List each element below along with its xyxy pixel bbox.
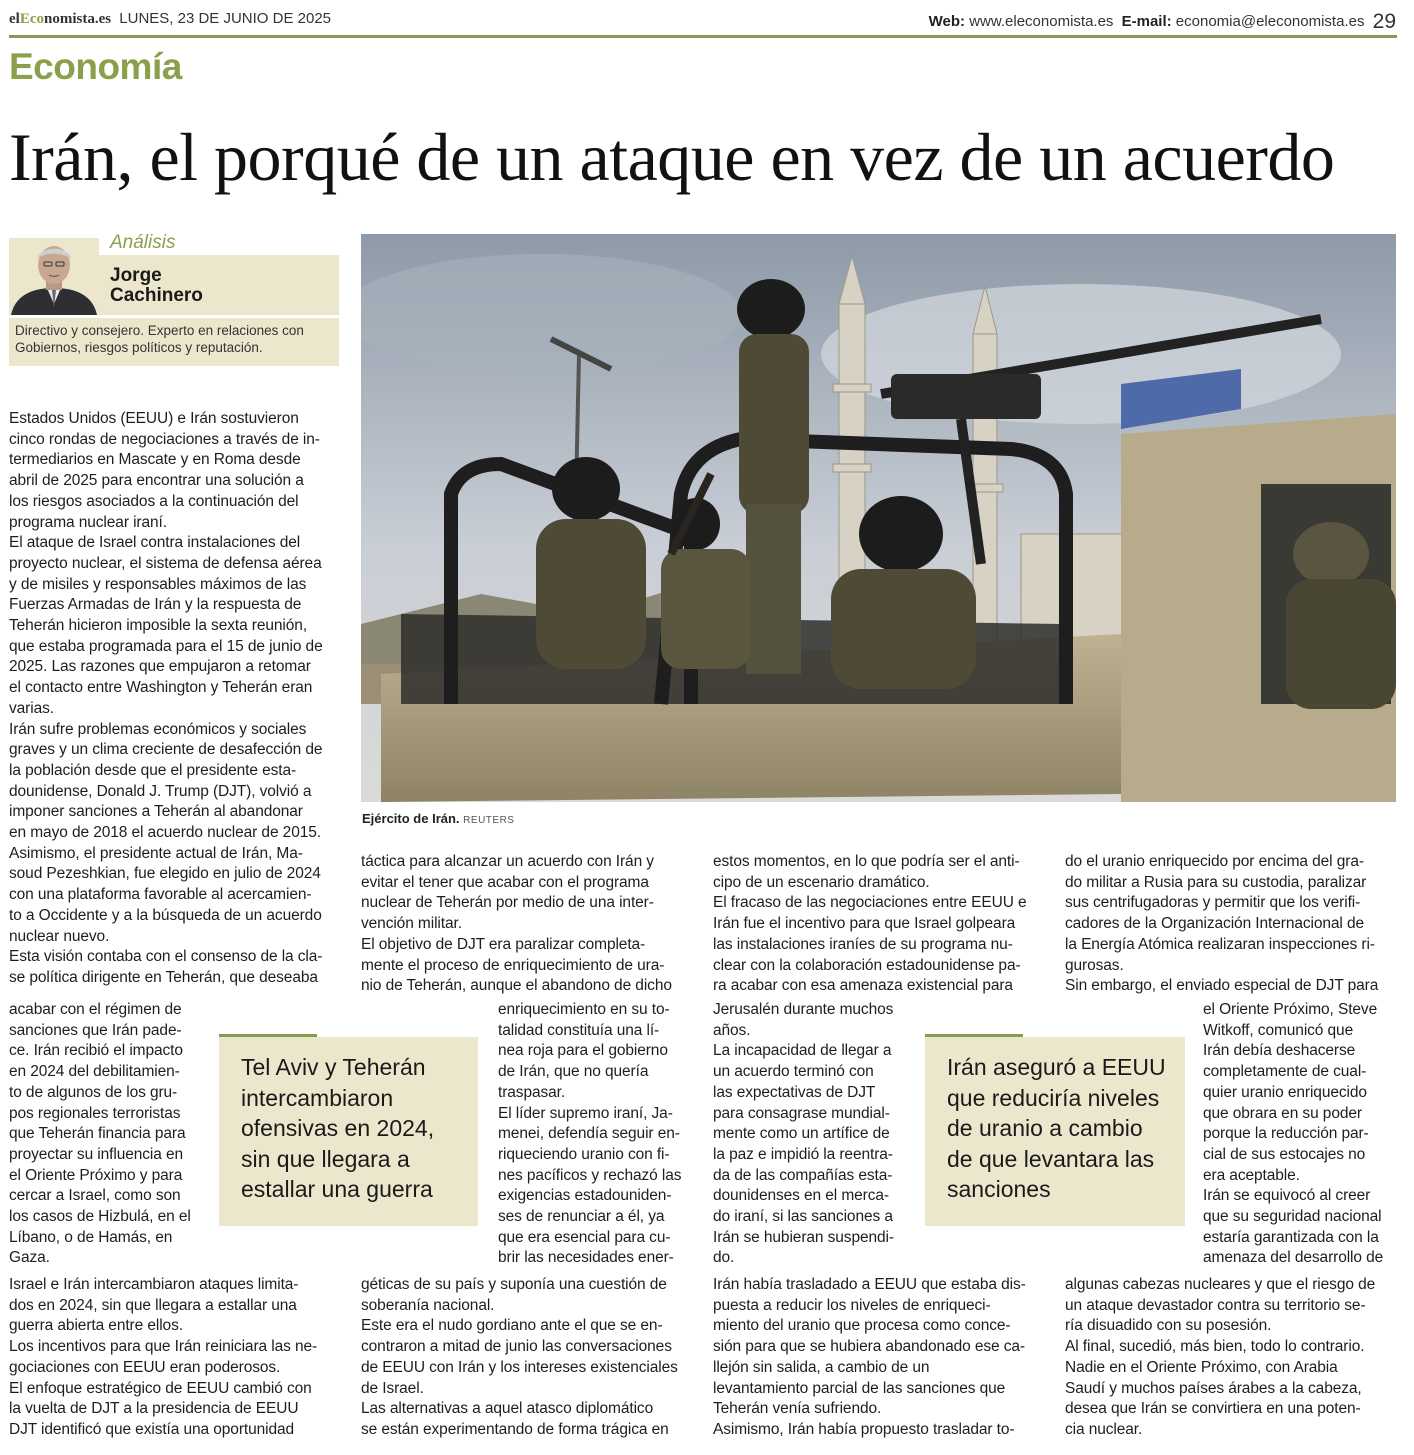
text-line: El enfoque estratégico de EEUU cambió con [9, 1379, 312, 1397]
text-line: mente como un artífice de [713, 1125, 890, 1143]
text-line: nea roja para el gobierno [498, 1042, 668, 1060]
text-line: levantamiento parcial de las sanciones que [713, 1379, 1006, 1397]
text-line: la paz e impidió la reentra- [713, 1145, 893, 1163]
text-line: en 2024 del debilitamien- [9, 1063, 180, 1081]
text-line: acabar con el régimen de [9, 1001, 182, 1018]
text-line: un ataque devastador contra su territorio se- [1065, 1296, 1366, 1314]
text-line: varias. [9, 699, 54, 717]
text-line: amenaza del desarrollo de [1203, 1249, 1384, 1267]
section-title[interactable]: Economía [9, 46, 182, 87]
text-line: 2025. Las razones que empujaron a retomar [9, 658, 311, 676]
text-line: guerra abierta entre ellos. [9, 1317, 183, 1335]
text-line: menei, defendía seguir en- [498, 1125, 680, 1143]
column-3 [713, 852, 1053, 997]
text-line: El líder supremo iraní, Ja- [498, 1104, 673, 1122]
text-line: do el uranio enriquecido por encima del gra- [1065, 853, 1364, 870]
text-line: se política dirigente en Teherán, que deseaba [9, 968, 318, 986]
pull-quote-line: de que levantara las [947, 1145, 1155, 1172]
text-line: sus centrifugadoras y permitir que los verifi- [1065, 894, 1361, 912]
text-line: estaría garantizada con la [1203, 1228, 1379, 1246]
pull-quote-line: sin que llegara a [241, 1145, 410, 1172]
text-line: gociaciones con EEUU eran poderosos. [9, 1358, 281, 1376]
text-line: cipo de un escenario dramático. [713, 873, 930, 891]
column-4 [1065, 852, 1405, 997]
text-line: nuclear de Teherán por medio de una inter- [361, 894, 654, 912]
text-line: porque la reducción par- [1203, 1125, 1369, 1143]
newspaper-logo[interactable]: elEconomista.es [9, 11, 112, 27]
text-line: Saudí y muchos países árabes a la cabeza, [1065, 1379, 1362, 1397]
text-line: miento del uranio que procesa como conce- [713, 1317, 1011, 1335]
avatar [9, 238, 99, 315]
text-line: termediarios en Mascate y en Roma desde [9, 451, 301, 469]
text-line: programa nuclear iraní. [9, 513, 167, 531]
text-line: nuclear nuevo. [9, 927, 110, 945]
text-line: Esta visión contaba con el consenso de la cla- [9, 948, 323, 966]
text-line: el Oriente Próximo y para [9, 1166, 183, 1184]
text-line: desea que Irán se convirtiera en una poten- [1065, 1400, 1361, 1418]
email-label: E-mail: [1121, 13, 1172, 30]
text-line: brir las necesidades ener- [498, 1249, 674, 1267]
text-line: imponer sanciones a Teherán al abandonar [9, 803, 303, 821]
text-line: el contacto entre Washington y Teherán eran [9, 679, 313, 697]
text-line: proyectar su influencia en [9, 1145, 184, 1163]
contact-info [929, 10, 1396, 34]
text-line: Sin embargo, el enviado especial de DJT para [1065, 977, 1379, 995]
text-line: de EEUU con Irán y los intereses existenciales [361, 1358, 678, 1376]
column-1 [9, 409, 342, 989]
pull-quote-line: ofensivas en 2024, [241, 1115, 435, 1141]
text-line: el Oriente Próximo, Steve [1203, 1001, 1378, 1018]
text-line: exigencias estadouniden- [498, 1187, 672, 1205]
text-line: Estados Unidos (EEUU) e Irán sostuvieron [9, 410, 299, 427]
text-line: que era esencial para cu- [498, 1228, 671, 1246]
text-line: quier uranio enriquecido [1203, 1083, 1367, 1101]
column-4-bottom [1065, 1275, 1405, 1441]
text-line: mente el proceso de enriquecimiento de ura- [361, 956, 665, 974]
text-line: Las alternativas a aquel atasco diplomático [361, 1400, 654, 1418]
pull-quote-left [219, 1037, 478, 1226]
article-photo[interactable] [361, 234, 1396, 802]
text-line: Israel e Irán intercambiaron ataques limita- [9, 1276, 299, 1293]
text-line: para consagrase mundial- [713, 1104, 890, 1122]
text-line: Irán sufre problemas económicos y sociales [9, 720, 307, 738]
text-line: las expectativas de DJT [713, 1083, 876, 1101]
author-name[interactable]: Jorge Cachinero [110, 265, 203, 306]
text-line: Teherán venía sufriendo. [713, 1400, 882, 1418]
page-number: 29 [1372, 10, 1396, 33]
column-3-narrow [713, 1000, 913, 1269]
article-type-label: Análisis [110, 232, 176, 253]
text-line: La incapacidad de llegar a [713, 1042, 892, 1060]
text-line: la población desde que el presidente esta- [9, 761, 297, 779]
pull-quote-right [925, 1037, 1185, 1226]
text-line: talidad constituía una lí- [498, 1021, 660, 1039]
text-line: ce. Irán recibió el impacto [9, 1042, 183, 1060]
text-line: Irán se equivocó al creer [1203, 1187, 1371, 1205]
text-line: cadores de la Organización Internacional de [1065, 915, 1365, 933]
text-line: dos en 2024, sin que llegara a estallar una [9, 1296, 297, 1314]
text-line: que obrara en su poder [1203, 1104, 1362, 1122]
text-line: Irán debía deshacerse [1203, 1042, 1356, 1060]
text-line: Witkoff, comunicó que [1203, 1021, 1354, 1039]
text-line: que Teherán financia para [9, 1125, 186, 1143]
text-line: nio de Teherán, aunque el abandono de dicho [361, 977, 672, 995]
text-line: Al final, sucedió, más bien, todo lo contrario. [1065, 1338, 1365, 1356]
text-line: proyecto nuclear, el sistema de defensa aérea [9, 554, 322, 572]
author-bio: Directivo y consejero. Experto en relaciones con Gobiernos, riesgos políticos y reputación. [9, 318, 339, 366]
text-line: táctica para alcanzar un acuerdo con Irán y [361, 853, 654, 870]
text-line: de Irán, que no quería [498, 1063, 649, 1081]
issue-date: LUNES, 23 DE JUNIO DE 2025 [119, 10, 332, 27]
text-line: con una plataforma favorable al acercamien- [9, 886, 312, 904]
text-line: en mayo de 2018 el acuerdo nuclear de 2015. [9, 824, 321, 842]
text-line: nes pacíficos y rechazó las [498, 1166, 682, 1184]
column-2-narrow [498, 1000, 698, 1269]
text-line: Este era el nudo gordiano ante el que se en- [361, 1317, 663, 1335]
text-line: ría disuadido con su posesión. [1065, 1317, 1272, 1335]
text-line: años. [713, 1021, 751, 1039]
text-line: El objetivo de DJT era paralizar completa- [361, 935, 646, 953]
column-1-narrow [9, 1000, 209, 1269]
text-line: llejón sin salida, a cambio de un [713, 1358, 930, 1376]
text-line: cia nuclear. [1065, 1420, 1143, 1438]
column-4-narrow [1203, 1000, 1403, 1269]
photo-credit: REUTERS [463, 815, 515, 826]
military-vehicle-illustration [361, 234, 1396, 802]
text-line: de Israel. [361, 1379, 424, 1397]
text-line: vención militar. [361, 915, 462, 933]
text-line: Nadie en el Oriente Próximo, con Arabia [1065, 1358, 1338, 1376]
text-line: to de algunos de los gru- [9, 1083, 178, 1101]
text-line: Gaza. [9, 1249, 50, 1267]
text-line: cinco rondas de negociaciones a través de in- [9, 430, 320, 448]
text-line: Asimismo, Irán había propuesto trasladar to- [713, 1420, 1015, 1438]
text-line: ra acabar con esa amenaza existencial para [713, 977, 1013, 995]
text-line: la vuelta de DJT a la presidencia de EEUU [9, 1400, 299, 1418]
text-line: y de misiles y responsables máximos de las [9, 575, 307, 593]
header-rule [9, 35, 1397, 38]
text-line: Irán se hubieran suspendi- [713, 1228, 894, 1246]
pull-quote-line: Tel Aviv y Teherán [241, 1054, 426, 1080]
pull-quote-line: que reduciría niveles [947, 1084, 1160, 1111]
text-line: evitar el tener que acabar con el programa [361, 873, 649, 891]
text-line: los riesgos asociados a la continuación del [9, 492, 299, 510]
text-line: El fracaso de las negociaciones entre EEUU e [713, 894, 1027, 912]
text-line: do. [713, 1249, 735, 1267]
text-line: soberanía nacional. [361, 1296, 495, 1314]
web-label: Web: [928, 13, 966, 30]
text-line: un acuerdo terminó con [713, 1063, 874, 1081]
text-line: to a Occidente y a la búsqueda de un acuerdo [9, 906, 322, 924]
text-line: Los incentivos para que Irán reiniciara las ne- [9, 1338, 318, 1356]
text-line: do militar a Rusia para su custodia, paralizar [1065, 873, 1367, 891]
text-line: soud Pezeshkian, fue elegido en julio de 2024 [9, 865, 321, 883]
column-1-bottom [9, 1275, 342, 1441]
text-line: graves y un clima creciente de desafección de [9, 741, 323, 759]
text-line: sión para que se hubiera abandonado ese ca- [713, 1338, 1025, 1356]
text-line: traspasar. [498, 1083, 566, 1101]
text-line: sanciones que Irán pade- [9, 1021, 182, 1039]
pull-quote-line: de uranio a cambio [947, 1115, 1143, 1141]
text-line: Teherán hicieron imposible la sexta reunión, [9, 617, 308, 635]
text-line: puesta a reducir los niveles de enriqueci- [713, 1296, 991, 1314]
text-line: gurosas. [1065, 956, 1124, 974]
text-line: era aceptable. [1203, 1166, 1300, 1184]
text-line: riqueciendo uranio con fi- [498, 1145, 670, 1163]
text-line: Irán había trasladado a EEUU que estaba dis- [713, 1276, 1026, 1293]
pull-quote-line: estallar una guerra [241, 1176, 433, 1202]
text-line: que su seguridad nacional [1203, 1208, 1382, 1226]
text-line: los casos de Hizbulá, en el [9, 1208, 191, 1226]
text-line: Asimismo, el presidente actual de Irán, Ma- [9, 844, 303, 862]
web-link[interactable]: www.eleconomista.es [969, 13, 1114, 30]
text-line: estos momentos, en lo que podría ser el anti- [713, 853, 1020, 870]
text-line: completamente de cual- [1203, 1063, 1367, 1081]
text-line: la Energía Atómica realizaran inspecciones ri- [1065, 935, 1375, 953]
text-line: que estaba programada para el 15 de junio de [9, 637, 323, 655]
text-line: da de las compañías esta- [713, 1166, 893, 1184]
text-line: cercar a Israel, como son [9, 1187, 181, 1205]
text-line: contraron a mitad de junio las conversaciones [361, 1338, 672, 1356]
text-line: DJT identificó que existía una oportunidad [9, 1420, 295, 1438]
text-line: dounidense, Donald J. Trump (DJT), volvió a [9, 782, 312, 800]
column-3-bottom [713, 1275, 1053, 1441]
pull-quote-line: intercambiaron [241, 1084, 394, 1111]
text-line: algunas cabezas nucleares y que el riesgo de [1065, 1276, 1376, 1293]
masthead [9, 10, 331, 28]
email-link[interactable]: economia@eleconomista.es [1175, 13, 1365, 30]
pull-quote-line: Irán aseguró a EEUU [947, 1054, 1166, 1080]
text-line: géticas de su país y suponía una cuestión de [361, 1276, 667, 1293]
text-line: Irán fue el incentivo para que Israel golpeara [713, 915, 1016, 933]
text-line: Jerusalén durante muchos [713, 1001, 894, 1018]
text-line: Líbano, o de Hamás, en [9, 1228, 173, 1246]
text-line: abril de 2025 para encontrar una solución a [9, 472, 304, 490]
headline: Irán, el porqué de un ataque en vez de un acuerdo [9, 119, 1335, 195]
column-2 [361, 852, 701, 997]
column-2-bottom [361, 1275, 701, 1441]
pull-quote-line: sanciones [947, 1176, 1051, 1202]
text-line: enriquecimiento en su to- [498, 1001, 670, 1018]
text-line: El ataque de Israel contra instalaciones del [9, 534, 301, 552]
text-line: clear con la colaboración estadounidense pa- [713, 956, 1021, 974]
text-line: cial de sus estocajes no [1203, 1145, 1366, 1163]
text-line: dounidenses en el merca- [713, 1187, 889, 1205]
photo-caption: Ejército de Irán. REUTERS [362, 811, 515, 826]
text-line: las instalaciones iraníes de su programa nu- [713, 935, 1013, 953]
text-line: Fuerzas Armadas de Irán y la respuesta de [9, 596, 302, 614]
text-line: ses de renunciar a él, ya [498, 1208, 665, 1226]
text-line: pos regionales terroristas [9, 1104, 181, 1122]
text-line: do iraní, si las sanciones a [713, 1208, 893, 1226]
text-line: se están experimentando de forma trágica en [361, 1420, 669, 1438]
